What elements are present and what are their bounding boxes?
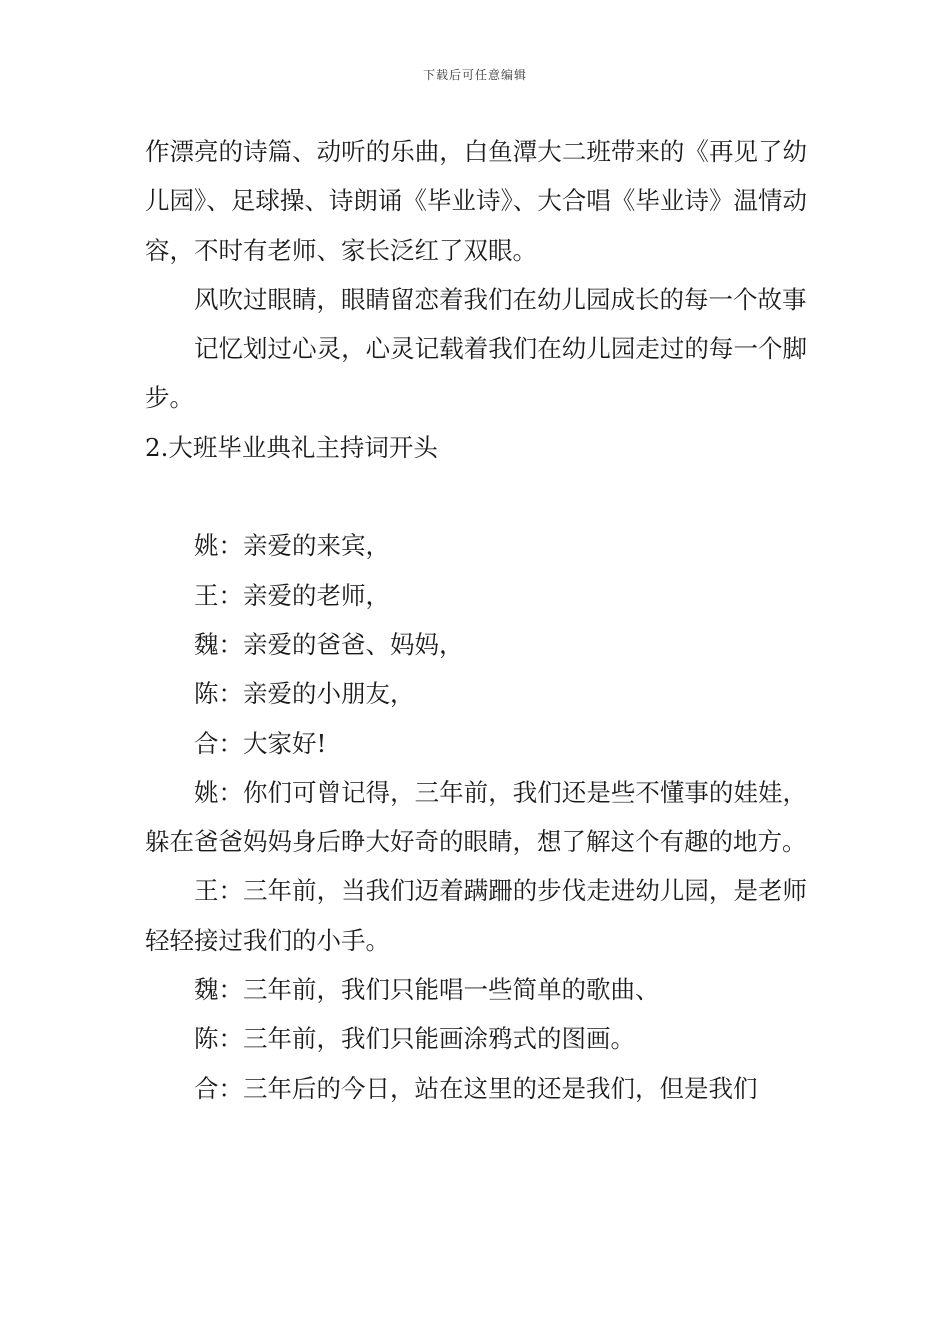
dialogue-line: 陈：三年前，我们只能画涂鸦式的图画。 (194, 1024, 635, 1054)
blank-line (145, 472, 807, 521)
dialogue-line: 陈：亲爱的小朋友， (194, 679, 415, 709)
dialogue-line: 姚：你们可曾记得，三年前，我们还是些不懂事的娃娃，躲在爸爸妈妈身后睁大好奇的眼睛，想了解这个有趣的地方。 (145, 777, 807, 857)
dialogue-line: 王：三年前，当我们迈着蹒跚的步伐走进幼儿园，是老师轻轻接过我们的小手。 (145, 876, 807, 955)
dialogue-line: 王：亲爱的老师， (194, 580, 390, 610)
paragraph: 作漂亮的诗篇、动听的乐曲，白鱼潭大二班带来的《再见了幼儿园》、足球操、诗朗诵《毕业诗》、大合唱《毕业诗》温情动容，不时有老师、家长泛红了双眼。 (145, 137, 807, 265)
dialogue-line: 合：大家好! (194, 728, 327, 758)
document-body (145, 127, 807, 1113)
dialogue-line: 姚：亲爱的来宾， (194, 531, 390, 561)
paragraph: 记忆划过心灵，心灵记载着我们在幼儿园走过的每一个脚步。 (145, 334, 807, 413)
paragraph: 风吹过眼睛，眼睛留恋着我们在幼儿园成长的每一个故事 (194, 284, 807, 314)
header-note: 下载后可任意编辑 (422, 68, 527, 82)
dialogue-line: 合：三年后的今日，站在这里的还是我们，但是我们 (194, 1073, 758, 1103)
dialogue-line: 魏：亲爱的爸爸、妈妈， (194, 629, 464, 659)
section-heading: 2.大班毕业典礼主持词开头 (145, 432, 438, 462)
dialogue-line: 魏：三年前，我们只能唱一些简单的歌曲、 (194, 975, 660, 1005)
